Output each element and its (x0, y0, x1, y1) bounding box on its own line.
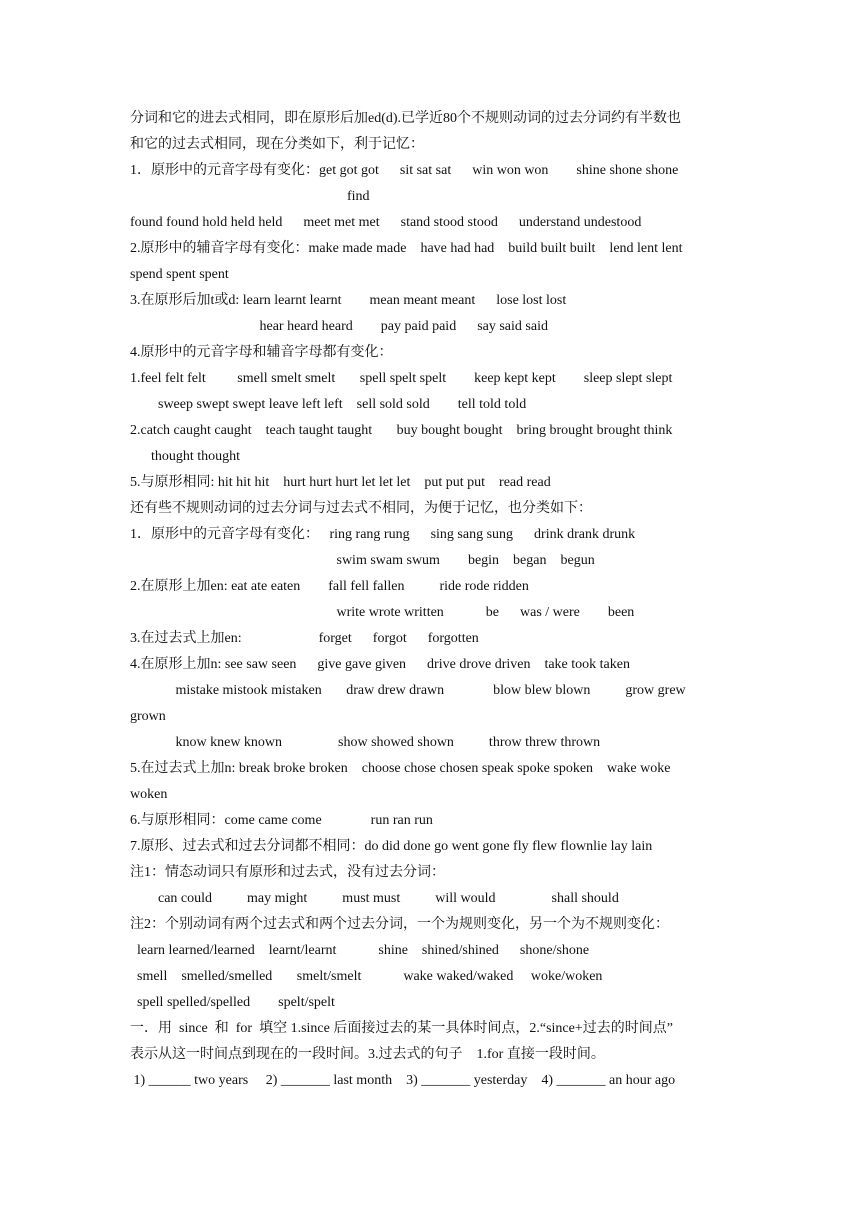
text-line: learn learned/learned learnt/learnt shine shined/shined shone/shone (130, 943, 590, 958)
text-line: smell smelled/smelled smelt/smelt wake waked/waked woke/woken (130, 969, 603, 984)
text-line: 注2：个别动词有两个过去式和两个过去分词，一个为规则变化，另一个为不规则变化： (130, 917, 669, 932)
text-line: 1) ______ two years 2) _______ last month 3) _______ yesterday 4) _______ an hour ago (130, 1073, 676, 1088)
text-line: 2.原形中的辅音字母有变化：make made made have had had build built built lend lent lent (130, 241, 683, 256)
text-line: write wrote written be was / were been (130, 605, 635, 620)
text-line: found found hold held held meet met met stand stood stood understand undestood (130, 215, 642, 230)
text-line: swim swam swum begin began begun (130, 553, 595, 568)
text-line: can could may might must must will would shall should (130, 891, 619, 906)
text-line: 1.feel felt felt smell smelt smelt spell spelt spelt keep kept kept sleep slept slept (130, 371, 673, 386)
text-line: 3.在过去式上加en: forget forgot forgotten (130, 631, 479, 646)
text-line: 4.在原形上加n: see saw seen give gave given drive drove driven take took taken (130, 657, 630, 672)
text-line: 一．用 since 和 for 填空 1.since 后面接过去的某一具体时间点，2.“since+过去的时间点” (130, 1021, 673, 1036)
text-line: 1．原形中的元音字母有变化：get got got sit sat sat win won won shine shone shone (130, 163, 679, 178)
text-line: 2.catch caught caught teach taught taught buy bought bought bring brought brought think (130, 423, 673, 438)
text-line: 5.与原形相同: hit hit hit hurt hurt hurt let let let put put put read read (130, 475, 551, 490)
text-line: know knew known show showed shown throw threw thrown (130, 735, 601, 750)
text-line: 1．原形中的元音字母有变化： ring rang rung sing sang sung drink drank drunk (130, 527, 636, 542)
text-line: find (130, 189, 370, 204)
text-line: 2.在原形上加en: eat ate eaten fall fell fallen ride rode ridden (130, 579, 529, 594)
text-line: mistake mistook mistaken draw drew drawn blow blew blown grow grew (130, 683, 686, 698)
text-line: 分词和它的进去式相同，即在原形后加ed(d).已学近80个不规则动词的过去分词约有半数也 (130, 111, 682, 126)
text-line: 7.原形、过去式和过去分词都不相同：do did done go went gone fly flew flownlie lay lain (130, 839, 653, 854)
text-line: 注1：情态动词只有原形和过去式，没有过去分词： (130, 865, 445, 880)
text-line: 4.原形中的元音字母和辅音字母都有变化： (130, 345, 393, 360)
text-line: 5.在过去式上加n: break broke broken choose chose chosen speak spoke spoken wake woke (130, 761, 671, 776)
text-line: sweep swept swept leave left left sell sold sold tell told told (130, 397, 527, 412)
text-line: 和它的过去式相同，现在分类如下，利于记忆： (130, 137, 424, 152)
text-line: 表示从这一时间点到现在的一段时间。3.过去式的句子 1.for 直接一段时间。 (130, 1047, 605, 1062)
text-line: grown (130, 709, 166, 724)
text-line: spend spent spent (130, 267, 229, 282)
text-line: 3.在原形后加t或d: learn learnt learnt mean meant meant lose lost lost (130, 293, 567, 308)
text-line: spell spelled/spelled spelt/spelt (130, 995, 335, 1010)
text-line: woken (130, 787, 168, 802)
text-line: 还有些不规则动词的过去分词与过去式不相同，为便于记忆，也分类如下： (130, 501, 592, 516)
text-line: thought thought (130, 449, 241, 464)
text-line: hear heard heard pay paid paid say said said (130, 319, 548, 334)
text-line: 6.与原形相同：come came come run ran run (130, 813, 433, 828)
